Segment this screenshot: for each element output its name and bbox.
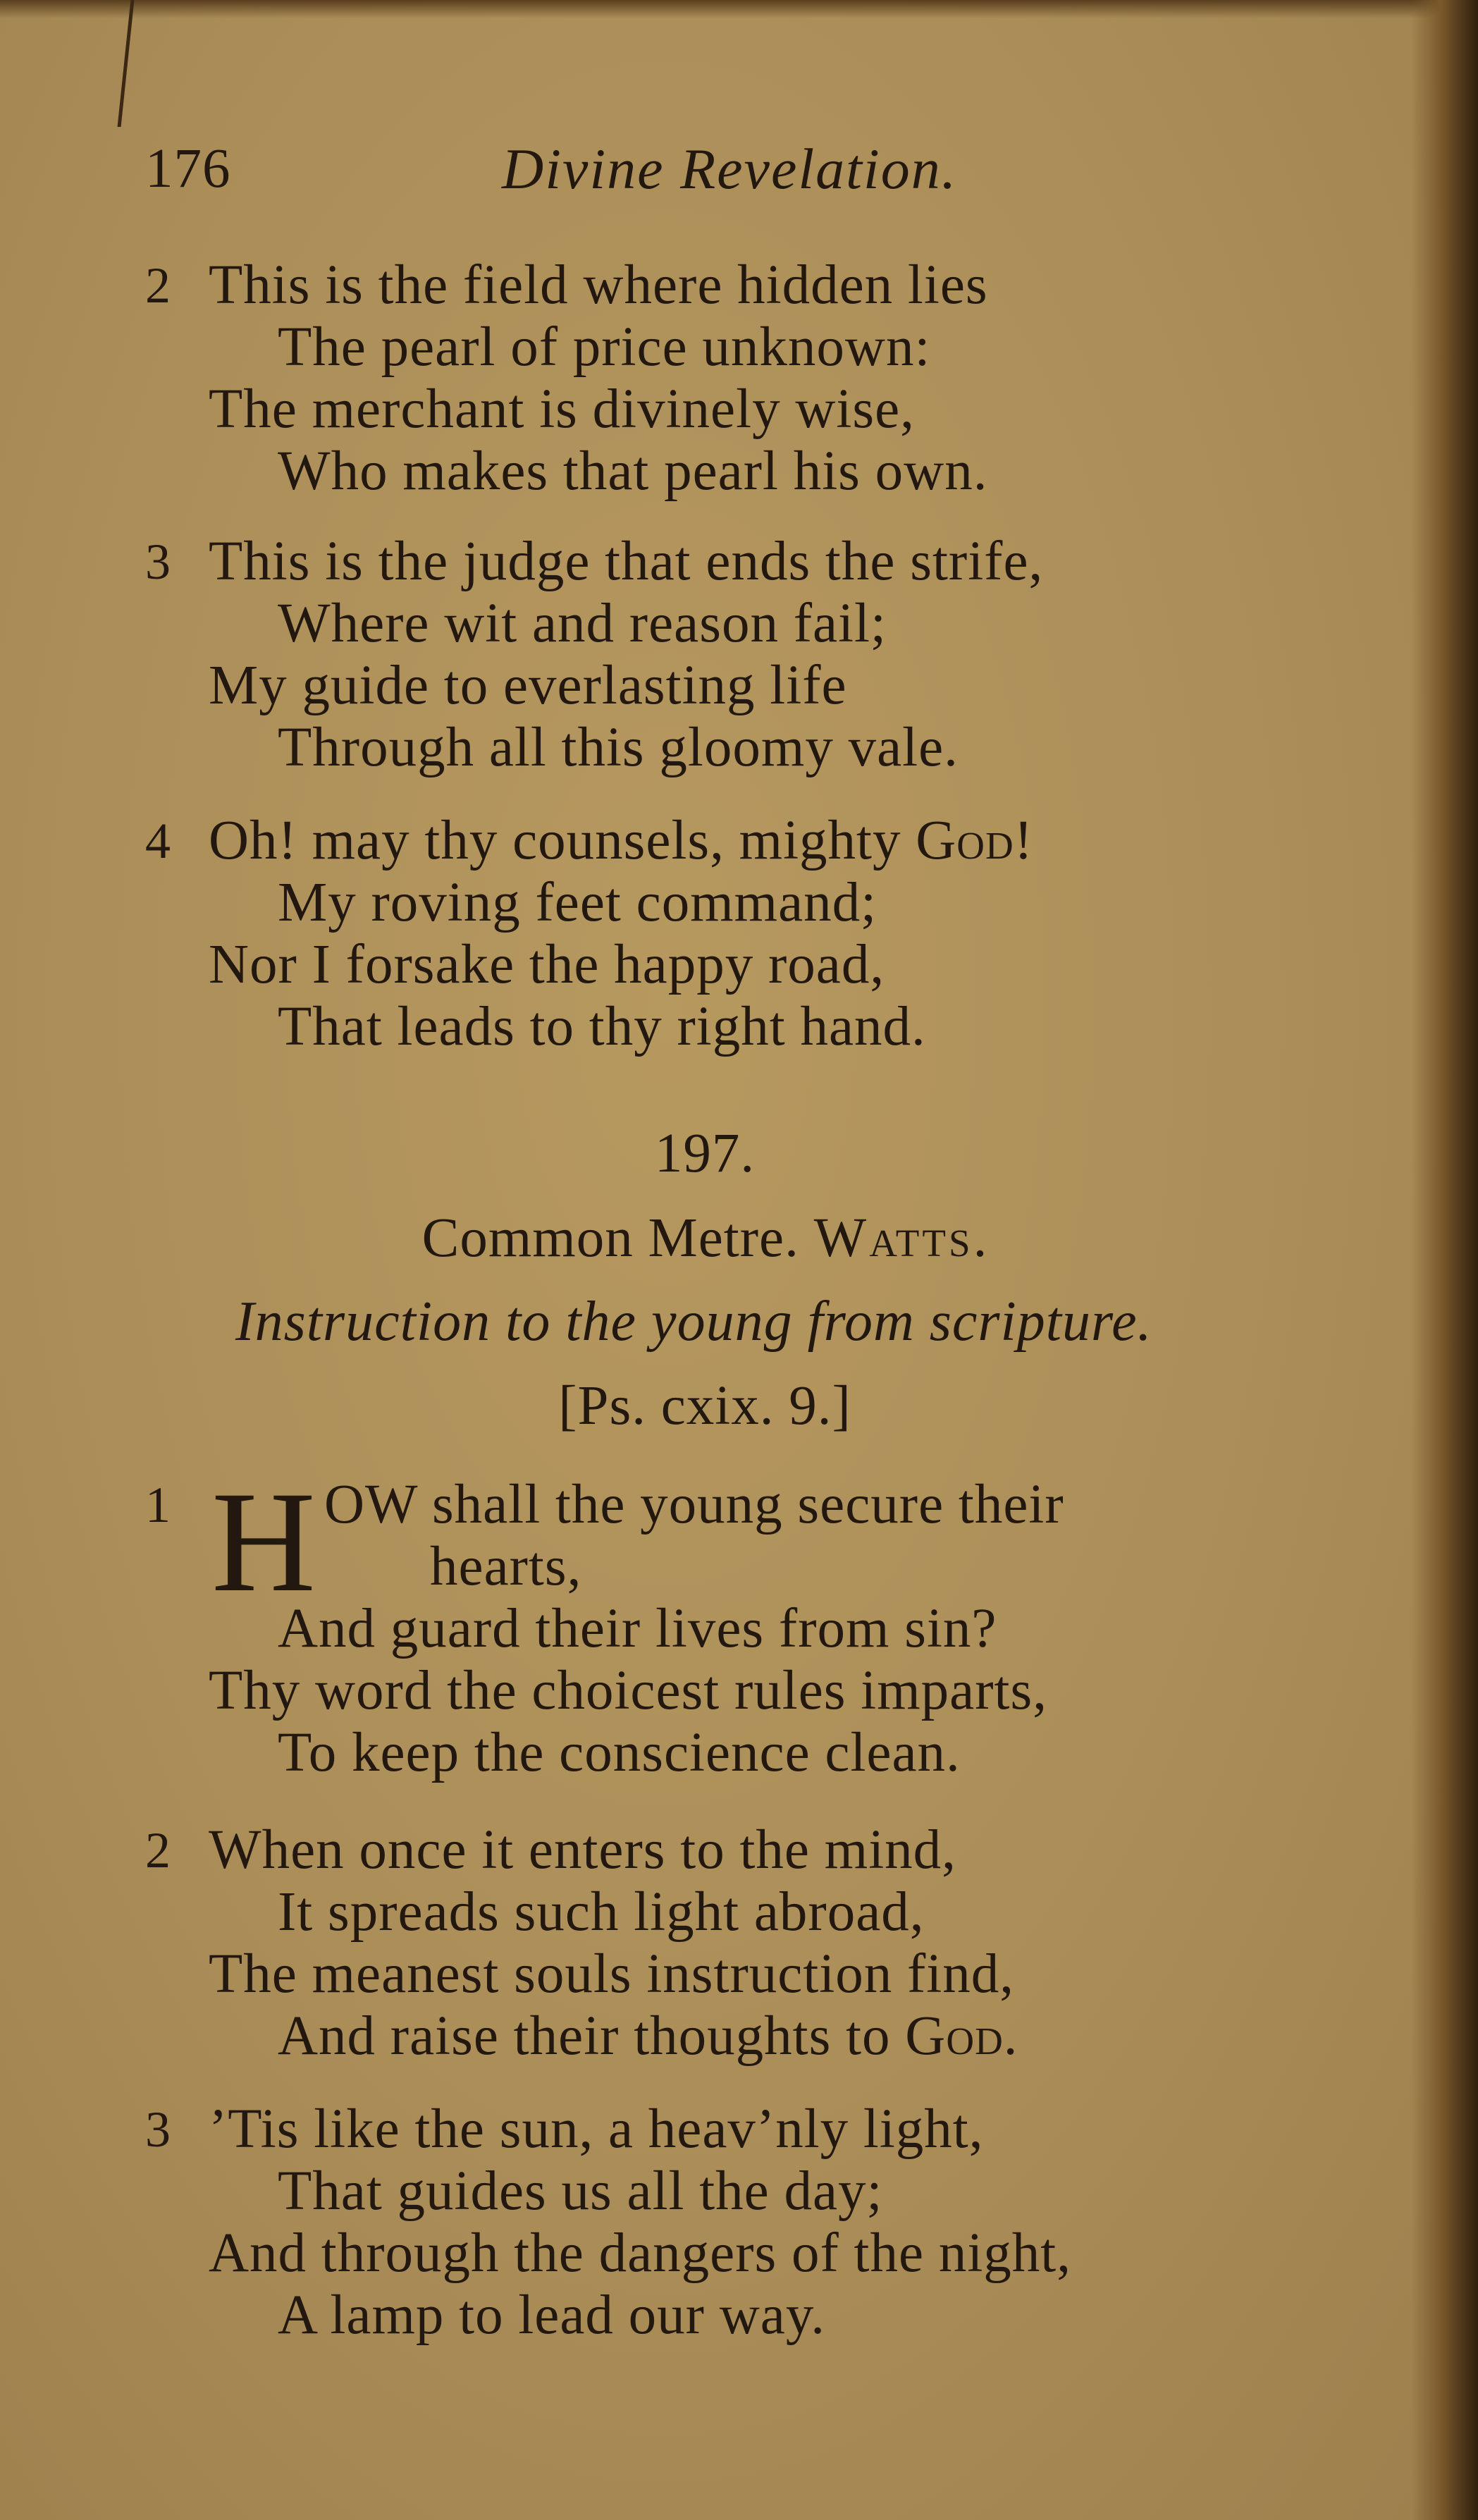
verse-line: My roving feet command; — [278, 872, 877, 933]
page-tear-mark — [99, 0, 135, 127]
verse-line: It spreads such light abroad, — [278, 1881, 925, 1943]
verse-line: Nor I forsake the happy road, — [209, 934, 885, 995]
verse-line: And through the dangers of the night, — [209, 2223, 1071, 2284]
verse-line: Through all this gloomy vale. — [278, 717, 959, 778]
punctuation: . — [973, 1207, 988, 1269]
verse-line: When once it enters to the mind, — [209, 1819, 956, 1881]
verse-line: This is the field where hidden lies — [209, 254, 988, 316]
verse-line: Where wit and reason fail; — [278, 593, 887, 654]
verse-line: Thy word the choicest rules imparts, — [209, 1660, 1047, 1721]
verse-line: The meanest souls instruction find, — [209, 1943, 1015, 2005]
verse-line: That guides us all the day; — [278, 2161, 883, 2222]
verse-number: 3 — [145, 534, 171, 590]
hymn-number: 197. — [654, 1123, 756, 1184]
scripture-reference: [Ps. cxix. 9.] — [558, 1375, 851, 1437]
verse-number: 2 — [145, 257, 171, 314]
verse-number: 1 — [145, 1477, 171, 1533]
drop-cap: H — [211, 1462, 316, 1622]
verse-line: That leads to thy right hand. — [278, 996, 926, 1057]
verse-line: The merchant is divinely wise, — [209, 379, 915, 440]
page-right-edge — [1411, 0, 1478, 2520]
verse-line: hearts, — [430, 1536, 582, 1597]
divine-name: God — [905, 2005, 1004, 2067]
hymn-author: Watts — [813, 1207, 973, 1269]
punctuation: ! — [1014, 810, 1034, 871]
punctuation: . — [1003, 2005, 1018, 2067]
verse-line: My guide to everlasting life — [209, 655, 847, 716]
hymn-metre — [0, 1207, 1410, 1270]
verse-line — [278, 2005, 1018, 2068]
verse-line: Who makes that pearl his own. — [278, 441, 988, 502]
verse-number: 2 — [145, 1822, 171, 1879]
verse-line: This is the judge that ends the strife, — [209, 531, 1044, 592]
verse-line: To keep the conscience clean. — [278, 1722, 961, 1783]
verse-number: 4 — [145, 813, 171, 869]
verse-line — [209, 809, 1033, 873]
hymn-subject: Instruction to the young from scripture. — [235, 1291, 1152, 1353]
verse-line: And guard their lives from sin? — [278, 1598, 997, 1659]
divine-name: God — [916, 810, 1014, 871]
verse-line: A lamp to lead our way. — [278, 2285, 825, 2346]
metre-label: Common Metre. — [421, 1207, 799, 1269]
running-title: Divine Revelation. — [502, 137, 958, 201]
verse-line: OW shall the young secure their — [324, 1474, 1064, 1535]
verse-number: 3 — [145, 2101, 171, 2158]
page-number: 176 — [145, 138, 231, 199]
verse-line: ’Tis like the sun, a heav’nly light, — [209, 2098, 984, 2160]
verse-text: Oh! may thy counsels, mighty — [209, 810, 916, 871]
page-top-edge — [0, 0, 1478, 18]
verse-line: The pearl of price unknown: — [278, 316, 931, 378]
verse-text: And raise their thoughts to — [278, 2005, 906, 2067]
